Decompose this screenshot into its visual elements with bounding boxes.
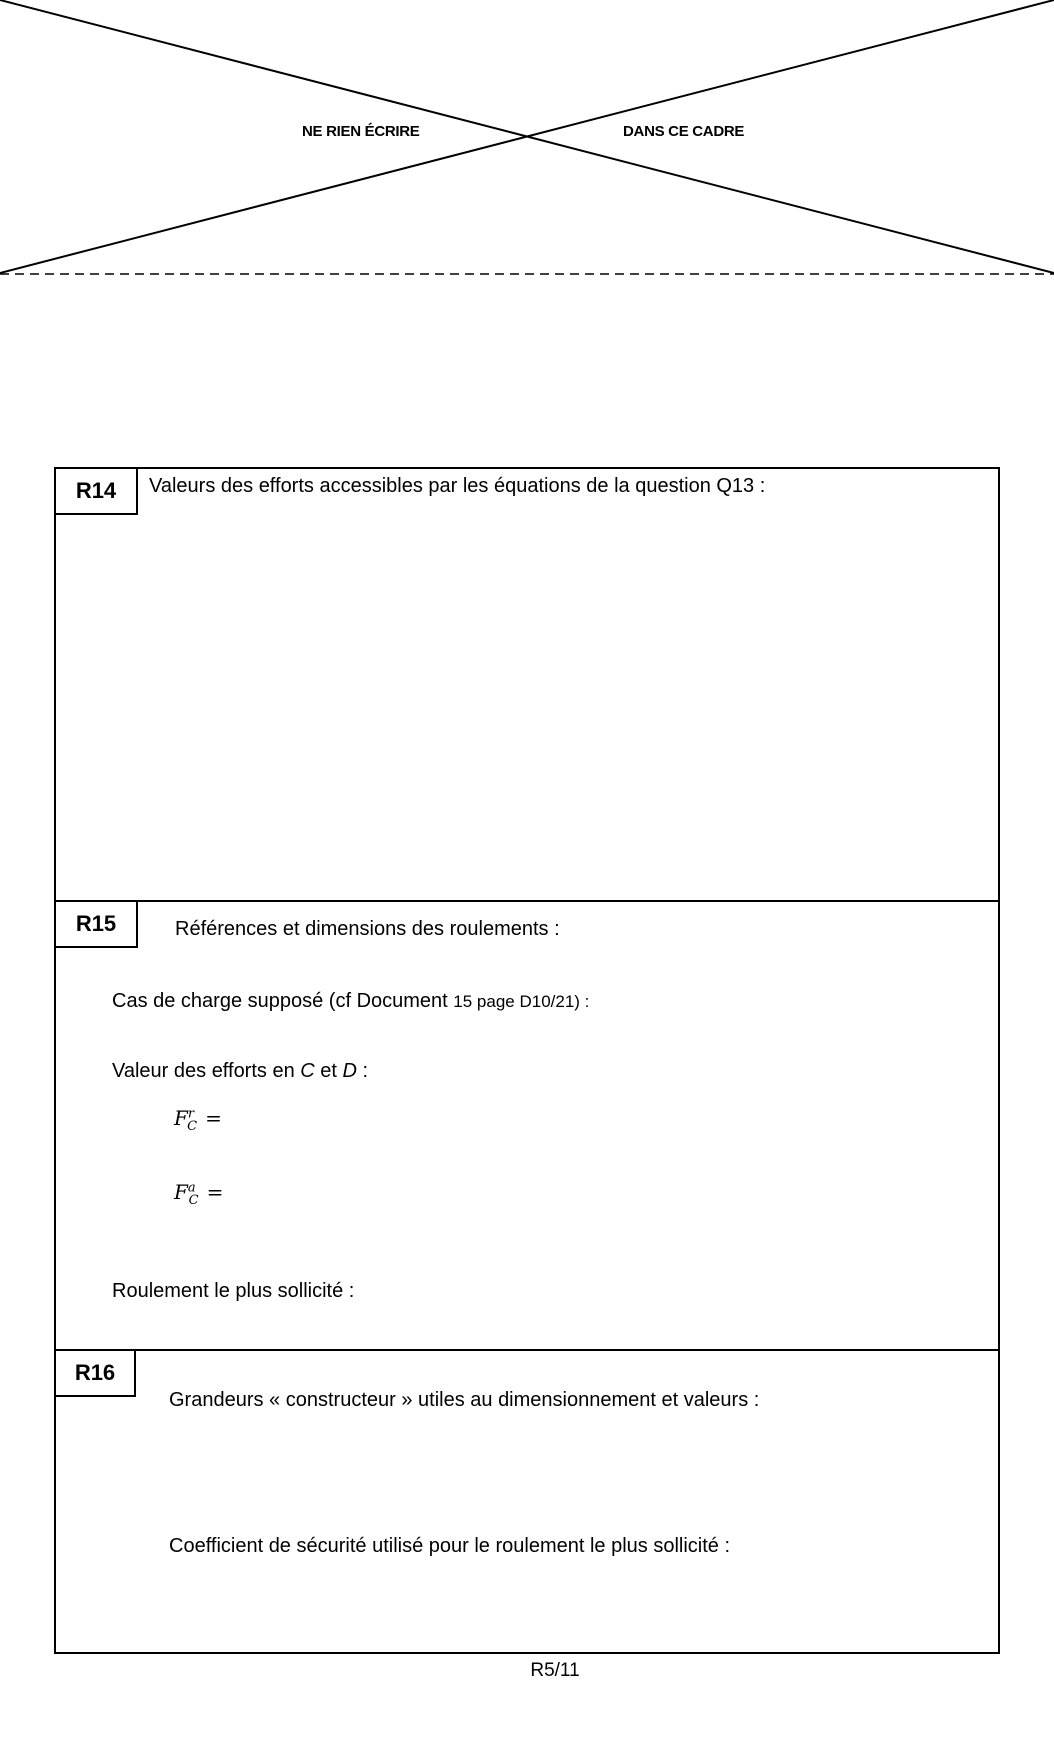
axial-force-formula: $F^a_C$ =: [174, 1180, 224, 1208]
section-tag-r14: R14: [56, 469, 138, 515]
efforts-line: [112, 1060, 368, 1083]
header-right-text: DANS CE CADRE: [623, 123, 745, 140]
efforts-and: et: [314, 1060, 343, 1082]
r16-prompt: Grandeurs « constructeur » utiles au dimensionnement et valeurs :: [169, 1389, 760, 1411]
section-r14: [56, 469, 998, 902]
radial-force-formula: $F^r_C$ =: [174, 1106, 222, 1134]
r15-prompt: Références et dimensions des roulements :: [175, 918, 560, 940]
r14-prompt: Valeurs des efforts accessibles par les équations de la question Q13 :: [149, 475, 766, 497]
page-number: R5/11: [530, 1660, 580, 1681]
load-case-text: Cas de charge supposé (cf Document: [112, 990, 454, 1012]
section-r15: [56, 902, 998, 1351]
load-case-reference: 15 page D10/21) :: [453, 992, 590, 1011]
load-case-line: [112, 990, 589, 1013]
point-d: D: [342, 1060, 357, 1082]
efforts-prefix: Valeur des efforts en: [112, 1060, 301, 1082]
most-loaded-bearing: Roulement le plus sollicité :: [112, 1280, 355, 1302]
point-c: C: [300, 1060, 315, 1082]
answer-frame: [54, 467, 1000, 1654]
section-tag-r16: R16: [56, 1351, 136, 1397]
efforts-suffix: :: [356, 1060, 369, 1082]
section-tag-r15: R15: [56, 902, 138, 948]
header-left-text: NE RIEN ÉCRIRE: [302, 123, 420, 140]
safety-factor-prompt: Coefficient de sécurité utilisé pour le roulement le plus sollicité :: [169, 1535, 731, 1557]
section-r16: [56, 1351, 998, 1654]
do-not-write-cross: [0, 0, 1054, 280]
